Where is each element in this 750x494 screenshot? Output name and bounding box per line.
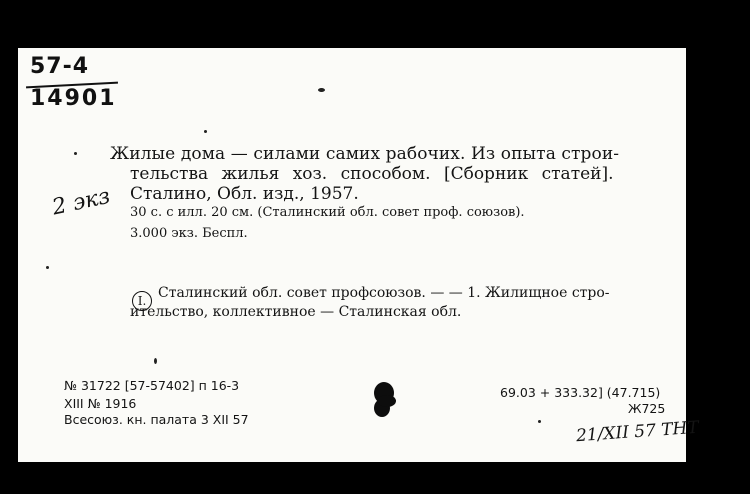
shelf-mark: 57-4 (30, 54, 90, 79)
tracing-number: I. (132, 291, 152, 311)
catalog-card (18, 48, 700, 462)
collation-line-2: 3.000 экз. Беспл. (130, 226, 248, 241)
classification-number: 69.03 + 333.32] (47.715) (500, 385, 661, 400)
title-line-2: тельства жилья хоз. способом. [Сборник статей]. (130, 164, 614, 184)
issue-number: XIII № 1916 (64, 396, 137, 411)
handwritten-side-note: 2 экз (50, 183, 113, 221)
scan-speck (154, 358, 157, 364)
accession-number: 14901 (30, 86, 117, 111)
collation-line-1: 30 с. с илл. 20 см. (Сталинский обл. совет проф. союзов). (130, 205, 525, 220)
tracing-line-2: ительство, коллективное — Сталинская обл. (130, 304, 462, 320)
scan-speck (318, 88, 325, 92)
scan-speck (538, 420, 541, 423)
handwritten-date: 21/XII 57 ТНТ (575, 417, 700, 447)
order-number: № 31722 [57-57402] п 16-3 (64, 378, 240, 393)
scan-speck (204, 130, 207, 133)
cutter-number: Ж725 (628, 401, 666, 416)
book-chamber-line: Всесоюз. кн. палата 3 XII 57 (64, 412, 249, 427)
scan-speck (46, 266, 49, 269)
imprint: Сталино, Обл. изд., 1957. (130, 184, 359, 204)
ink-blot (370, 381, 398, 419)
title-line-1: Жилые дома — силами самих рабочих. Из опыта строи- (110, 144, 620, 164)
tracing-line-1: Сталинский обл. совет профсоюзов. — — 1. Жилищное стро- (158, 285, 610, 301)
scan-speck (74, 152, 77, 155)
